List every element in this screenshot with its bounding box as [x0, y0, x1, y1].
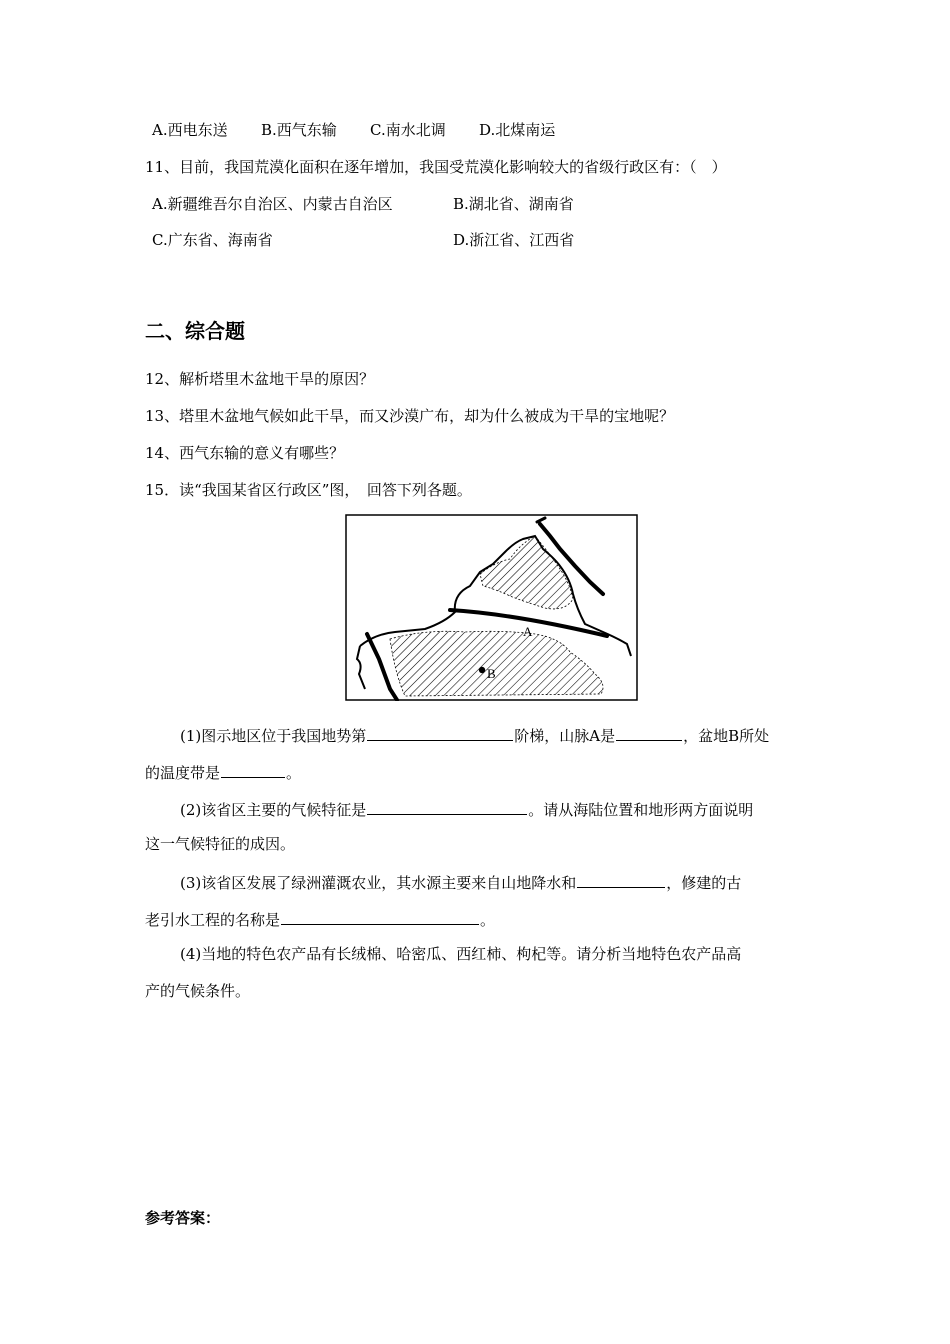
q15-sub3-text1: (3)该省区发展了绿洲灌溉农业，其水源主要来自山地降水和 — [180, 874, 577, 892]
q15-sub1-text3: ，盆地B所处 — [683, 727, 770, 745]
q15-sub4-line1: (4)当地的特色农产品有长绒棉、哈密瓜、西红柿、枸杞等。请分析当地特色农产品高 — [180, 945, 742, 963]
q15-sub1-blank3[interactable] — [221, 761, 285, 778]
answer-heading: 参考答案： — [145, 1209, 221, 1227]
q15-sub3-text4: 。 — [480, 911, 496, 929]
q15-sub1-line1 — [180, 724, 769, 746]
q15-sub1-line2 — [145, 761, 301, 783]
q11-option-a: A.新疆维吾尔自治区、内蒙古自治区 — [152, 195, 393, 213]
q15-sub1-text1: (1)图示地区位于我国地势第 — [180, 727, 367, 745]
q15-sub1-blank2[interactable] — [616, 724, 682, 741]
q13-text: 13、塔里木盆地气候如此干旱，而又沙漠广布，却为什么被成为干旱的宝地呢？ — [145, 407, 675, 425]
q11-stem: 11、目前，我国荒漠化面积在逐年增加，我国受荒漠化影响较大的省级行政区有：（ ） — [145, 158, 727, 176]
map-label-a: A — [523, 624, 533, 639]
q14-text: 14、西气东输的意义有哪些？ — [145, 444, 345, 462]
q15-sub1-text5: 。 — [286, 764, 302, 782]
map-label-b: B — [487, 666, 496, 681]
q15-sub3-line1 — [180, 871, 741, 893]
q15-sub2-text1: (2)该省区主要的气候特征是 — [180, 801, 367, 819]
q15-sub3-line2 — [145, 908, 495, 930]
q11-option-c: C.广东省、海南省 — [152, 231, 273, 249]
q15-stem: 15．读“我国某省区行政区”图， 回答下列各题。 — [145, 481, 472, 499]
q15-sub1-text4: 的温度带是 — [145, 764, 221, 782]
q15-sub4-line2: 产的气候条件。 — [145, 982, 251, 1000]
q15-sub2-text2: 。请从海陆位置和地形两方面说明 — [528, 801, 754, 819]
q10-option-d: D.北煤南运 — [479, 121, 556, 139]
q15-sub3-blank1[interactable] — [577, 871, 665, 888]
q10-option-a: A.西电东送 — [152, 121, 228, 139]
q10-option-b: B.西气东输 — [261, 121, 337, 139]
q12-text: 12、解析塔里木盆地干旱的原因？ — [145, 370, 375, 388]
q10-option-c: C.南水北调 — [370, 121, 446, 139]
map-point-b — [479, 667, 485, 673]
q15-sub2-line1 — [180, 798, 753, 820]
section-title: 二、综合题 — [145, 319, 245, 343]
q11-option-b: B.湖北省、湖南省 — [453, 195, 574, 213]
q11-option-d: D.浙江省、江西省 — [453, 231, 575, 249]
q15-sub3-text3: 老引水工程的名称是 — [145, 911, 281, 929]
q15-sub2-blank1[interactable] — [367, 798, 527, 815]
q15-sub1-blank1[interactable] — [367, 724, 513, 741]
q15-sub2-line2: 这一气候特征的成因。 — [145, 835, 296, 853]
q15-sub1-text2: 阶梯，山脉A是 — [514, 727, 616, 745]
q15-sub3-blank2[interactable] — [281, 908, 479, 925]
province-map — [345, 514, 638, 701]
q15-sub3-text2: ，修建的古 — [666, 874, 742, 892]
